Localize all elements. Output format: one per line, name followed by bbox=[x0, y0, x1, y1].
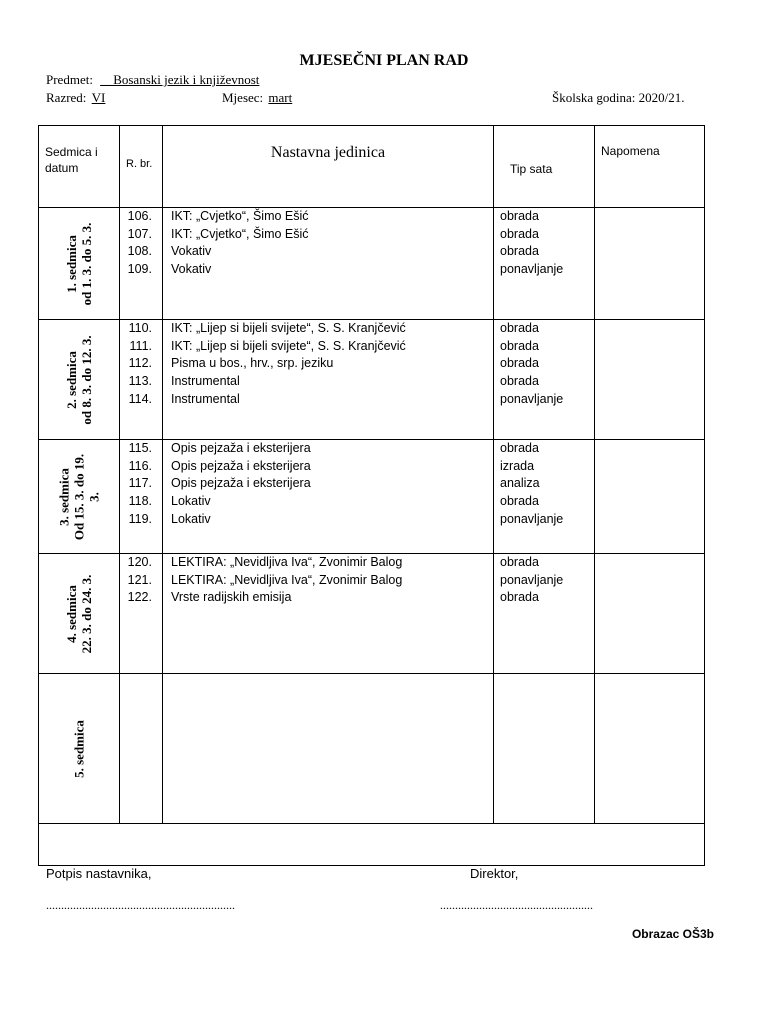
subject-value: __Bosanski jezik i književnost bbox=[100, 72, 260, 87]
week-label: 4. sedmica 22. 3. do 24. 3. bbox=[64, 574, 94, 653]
director-signature-line: ................................................... bbox=[440, 898, 593, 912]
week-row bbox=[39, 440, 705, 554]
note-cell bbox=[595, 674, 705, 824]
lesson-units: LEKTIRA: „Nevidljiva Iva“, Zvonimir Balog LEKTIRA: „Nevidljiva Iva“, Zvonimir Balog Vrste radijskih emisija bbox=[163, 554, 494, 674]
row-numbers: 115. 116. 117. 118. 119. bbox=[120, 440, 163, 554]
header-week-label: Sedmica i bbox=[45, 145, 98, 159]
subject-label: Predmet: bbox=[46, 72, 93, 87]
row-numbers: 110. 111. 112. 113. 114. bbox=[120, 320, 163, 440]
note-cell bbox=[595, 208, 705, 320]
lesson-units: IKT: „Cvjetko“, Šimo Ešić IKT: „Cvjetko“, Šimo Ešić Vokativ Vokativ bbox=[163, 208, 494, 320]
grade-field bbox=[46, 90, 105, 106]
month-label: Mjesec: bbox=[222, 90, 264, 105]
note-cell bbox=[595, 554, 705, 674]
header-rbr: R. br. bbox=[120, 126, 163, 208]
week-row bbox=[39, 674, 705, 824]
month-field bbox=[222, 90, 292, 106]
week-label: 5. sedmica bbox=[71, 719, 87, 778]
grade-value: VI bbox=[91, 90, 106, 105]
school-year: Školska godina: 2020/21. bbox=[552, 90, 685, 105]
header-lesson-type: Tip sata bbox=[494, 126, 595, 208]
week-label-cell bbox=[39, 320, 120, 440]
month-value: mart bbox=[268, 90, 293, 105]
lesson-types: obrada izrada analiza obrada ponavljanje bbox=[494, 440, 595, 554]
grade-label: Razred: bbox=[46, 90, 87, 105]
week-row bbox=[39, 208, 705, 320]
lesson-types: obrada obrada obrada obrada ponavljanje bbox=[494, 320, 595, 440]
row-numbers: 106. 107. 108. 109. bbox=[120, 208, 163, 320]
week-label-cell bbox=[39, 554, 120, 674]
summary-cell bbox=[39, 824, 705, 866]
page-title: MJESEČNI PLAN RAD bbox=[299, 52, 469, 69]
header-date-label: datum bbox=[45, 161, 79, 175]
summary-row bbox=[39, 824, 705, 866]
note-cell bbox=[595, 440, 705, 554]
header-note: Napomena bbox=[595, 126, 705, 208]
lesson-types bbox=[494, 674, 595, 824]
week-label: 1. sedmica od 1. 3. do 5. 3. bbox=[64, 222, 94, 305]
week-label-cell bbox=[39, 208, 120, 320]
director-signature-label: Direktor, bbox=[470, 866, 519, 881]
plan-table bbox=[38, 125, 705, 866]
teacher-signature-line: ............................................................... bbox=[46, 898, 235, 912]
row-numbers: 120. 121. 122. bbox=[120, 554, 163, 674]
week-label: 2. sedmica od 8. 3. do 12. 3. bbox=[64, 334, 94, 425]
teacher-signature-label: Potpis nastavnika, bbox=[46, 866, 152, 881]
lesson-types: obrada obrada obrada ponavljanje bbox=[494, 208, 595, 320]
lesson-units: Opis pejzaža i eksterijera Opis pejzaža i eksterijera Opis pejzaža i eksterijera Lokativ Lokativ bbox=[163, 440, 494, 554]
table-header-row bbox=[39, 126, 705, 208]
week-label-cell bbox=[39, 440, 120, 554]
lesson-units: IKT: „Lijep si bijeli svijete“, S. S. Kranjčević IKT: „Lijep si bijeli svijete“, S. S. Kranjčević Pisma u bos., hrv., srp. jeziku Instrumental Instrumental bbox=[163, 320, 494, 440]
header-lesson-unit: Nastavna jedinica bbox=[163, 126, 494, 208]
subject-field bbox=[46, 72, 259, 88]
week-row bbox=[39, 320, 705, 440]
note-cell bbox=[595, 320, 705, 440]
week-label-cell bbox=[39, 674, 120, 824]
lesson-types: obrada ponavljanje obrada bbox=[494, 554, 595, 674]
lesson-units bbox=[163, 674, 494, 824]
form-code: Obrazac OŠ3b bbox=[631, 927, 714, 941]
row-numbers bbox=[120, 674, 163, 824]
week-label: 3. sedmica Od 15. 3. do 19. 3. bbox=[56, 453, 102, 540]
week-row bbox=[39, 554, 705, 674]
header-week-date bbox=[39, 126, 120, 208]
